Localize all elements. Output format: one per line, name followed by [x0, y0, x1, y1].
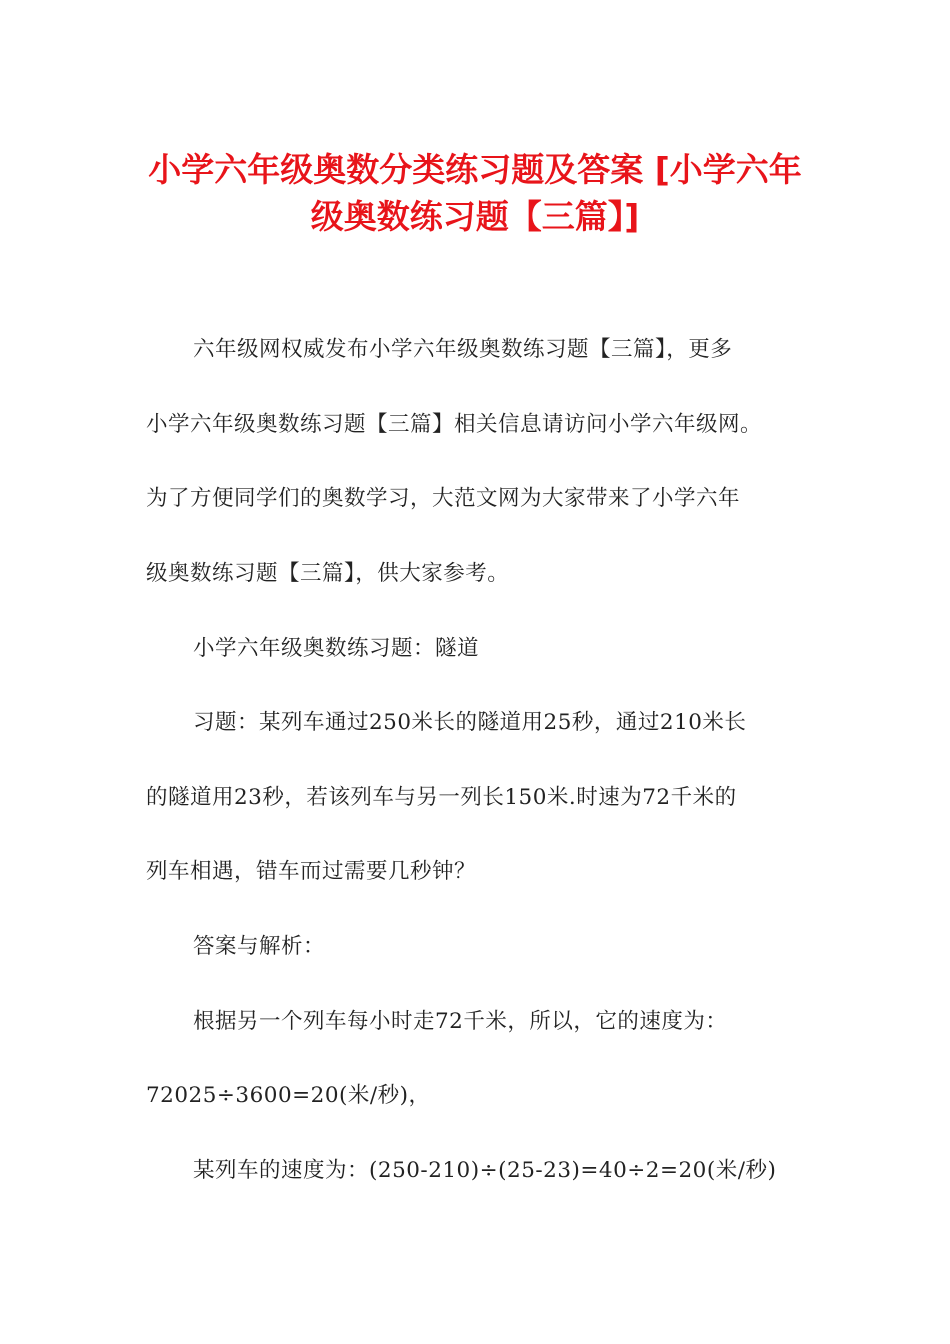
document-title-line-2: 级奥数练习题【三篇】] — [310, 197, 640, 236]
problem-line: 的隧道用23秒，若该列车与另一列长150米.时速为72千米的 — [146, 785, 737, 810]
section-heading: 小学六年级奥数练习题：隧道 — [193, 636, 480, 661]
solution-line: 72025÷3600=20(米/秒)， — [146, 1083, 431, 1108]
solution-line: 某列车的速度为：(250-210)÷(25-23)=40÷2=20(米/秒) — [193, 1158, 777, 1183]
problem-line: 习题：某列车通过250米长的隧道用25秒，通过210米长 — [193, 710, 747, 735]
paragraph-intro-line: 级奥数练习题【三篇】，供大家参考。 — [146, 561, 510, 586]
problem-line: 列车相遇，错车而过需要几秒钟？ — [146, 859, 477, 884]
document-title-line-1: 小学六年级奥数分类练习题及答案 [小学六年 — [148, 150, 802, 189]
paragraph-intro-line: 小学六年级奥数练习题【三篇】相关信息请访问小学六年级网。 — [146, 412, 763, 437]
paragraph-intro-line: 为了方便同学们的奥数学习，大范文网为大家带来了小学六年 — [146, 486, 741, 511]
paragraph-intro-line: 六年级网权威发布小学六年级奥数练习题【三篇】，更多 — [193, 337, 733, 362]
solution-line: 根据另一个列车每小时走72千米，所以，它的速度为： — [193, 1009, 728, 1034]
answer-heading: 答案与解析： — [193, 934, 326, 959]
